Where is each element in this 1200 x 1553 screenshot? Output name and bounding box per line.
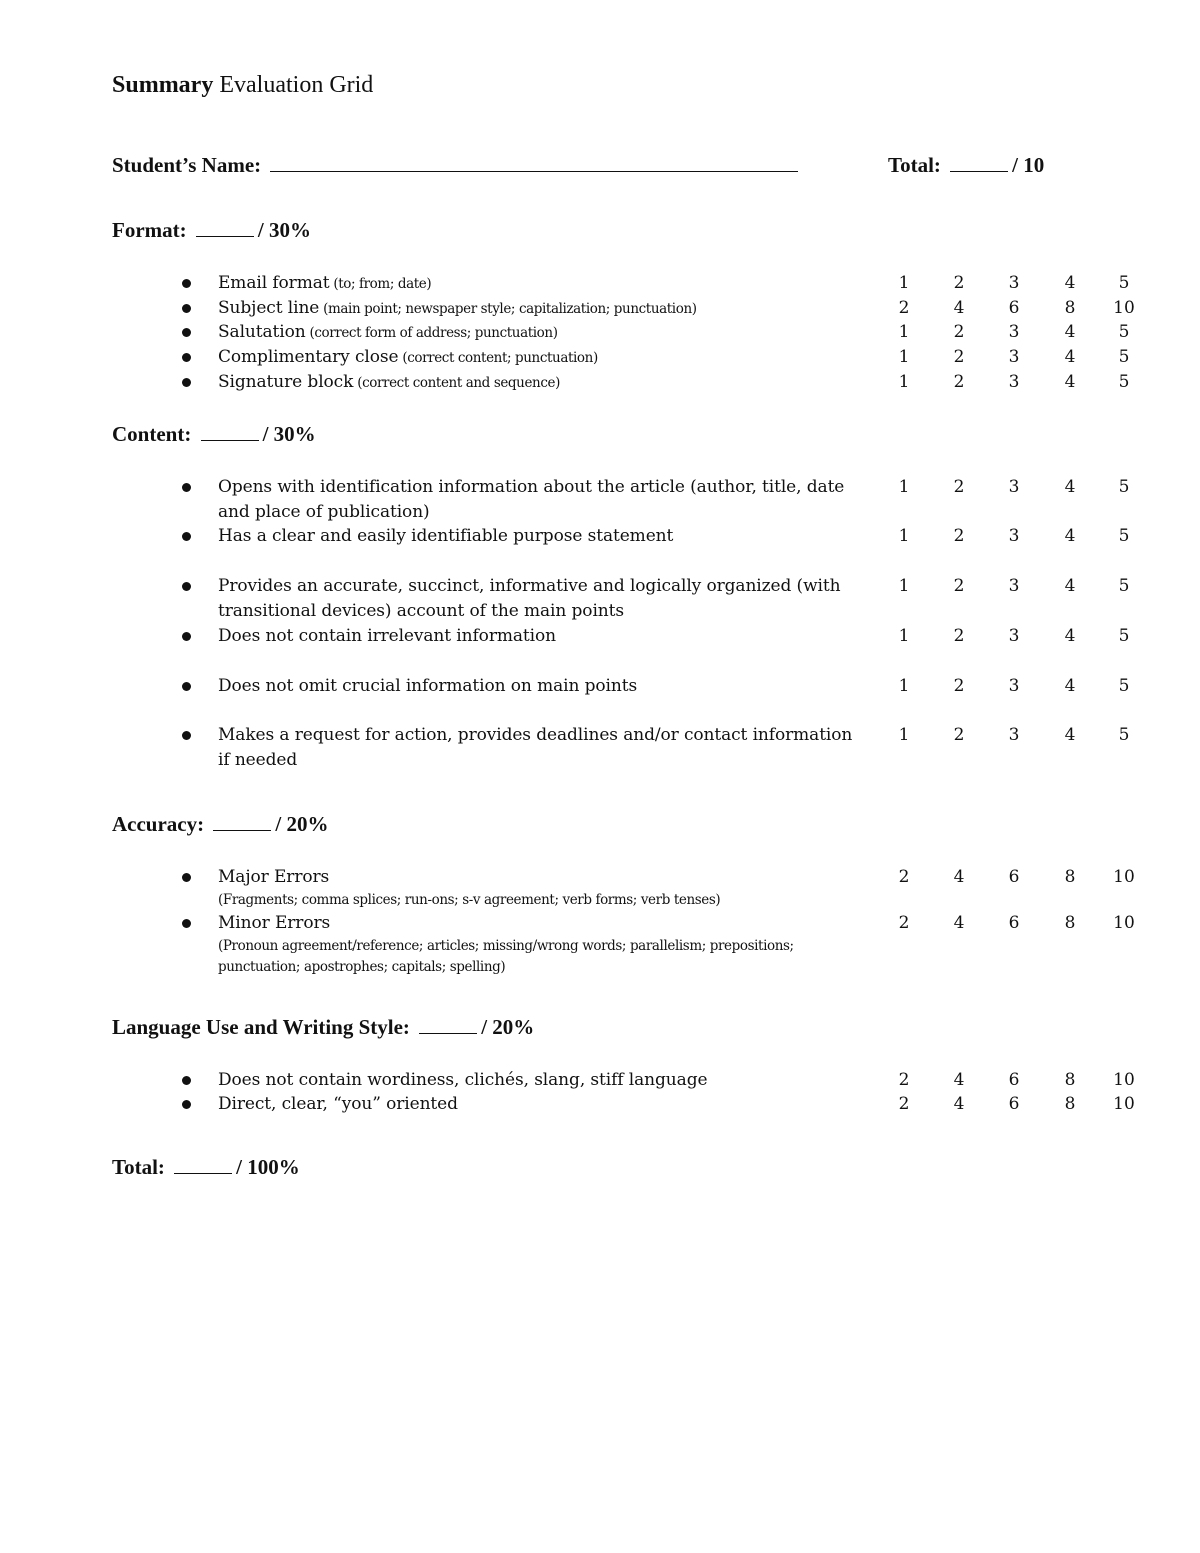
score-option[interactable]: 2 [953, 725, 965, 745]
score-option[interactable]: 3 [1008, 676, 1020, 696]
criterion-content-5 [218, 674, 858, 699]
score-option[interactable]: 2 [953, 576, 965, 596]
score-option[interactable]: 1 [898, 576, 910, 596]
criterion-label: Does not contain irrelevant information [218, 626, 556, 646]
score-option[interactable]: 2 [953, 477, 965, 497]
criterion-note: (main point; newspaper style; capitalization; punctuation) [319, 301, 697, 317]
score-option[interactable]: 6 [1008, 913, 1020, 933]
score-option[interactable]: 6 [1008, 1094, 1020, 1114]
criterion-note: (correct content; punctuation) [398, 350, 598, 366]
score-option[interactable]: 5 [1118, 526, 1130, 546]
grand-total-weight: / 100% [236, 1155, 300, 1179]
student-total-label: Total: [888, 153, 941, 177]
score-option[interactable]: 2 [898, 913, 910, 933]
student-total-blank[interactable] [950, 153, 1008, 172]
score-option[interactable]: 5 [1118, 322, 1130, 342]
score-option[interactable]: 4 [1064, 347, 1076, 367]
bullet-icon [182, 279, 191, 288]
section-heading-text: Accuracy: [112, 812, 205, 836]
score-option[interactable]: 8 [1064, 298, 1076, 318]
bullet-icon [182, 632, 191, 641]
score-option[interactable]: 8 [1064, 1094, 1076, 1114]
score-option[interactable]: 8 [1064, 867, 1076, 887]
section-weight: / 30% [262, 422, 316, 446]
student-name-blank[interactable] [270, 153, 798, 172]
criterion-accuracy-2 [218, 911, 858, 978]
score-option[interactable]: 2 [953, 347, 965, 367]
title-rest: Evaluation Grid [213, 72, 374, 98]
score-option[interactable]: 1 [898, 372, 910, 392]
grand-total [112, 1155, 300, 1180]
score-option[interactable]: 4 [1064, 372, 1076, 392]
criterion-label: Provides an accurate, succinct, informative and logically organized (with transitional devices) account of the main points [218, 576, 841, 621]
score-option[interactable]: 3 [1008, 347, 1020, 367]
score-option[interactable]: 5 [1118, 676, 1130, 696]
score-option[interactable]: 4 [953, 1094, 965, 1114]
section-heading-format [112, 218, 311, 243]
criterion-label: Signature block [218, 372, 354, 392]
score-option[interactable]: 4 [1064, 273, 1076, 293]
score-option[interactable]: 6 [1008, 1070, 1020, 1090]
score-option[interactable]: 6 [1008, 867, 1020, 887]
bullet-icon [182, 353, 191, 362]
criterion-label: Has a clear and easily identifiable purpose statement [218, 526, 674, 546]
score-option[interactable]: 4 [1064, 477, 1076, 497]
score-option[interactable]: 5 [1118, 273, 1130, 293]
score-option[interactable]: 10 [1113, 913, 1135, 933]
score-option[interactable]: 1 [898, 626, 910, 646]
section-weight: / 20% [481, 1015, 535, 1039]
section-weight: / 30% [257, 218, 311, 242]
score-option[interactable]: 2 [898, 1070, 910, 1090]
section-heading-text: Content: [112, 422, 192, 446]
score-option[interactable]: 3 [1008, 725, 1020, 745]
criterion-content-1 [218, 475, 858, 525]
score-option[interactable]: 2 [953, 322, 965, 342]
score-option[interactable]: 3 [1008, 576, 1020, 596]
score-option[interactable]: 3 [1008, 372, 1020, 392]
criterion-label: Subject line [218, 298, 320, 318]
score-option[interactable]: 10 [1113, 298, 1135, 318]
score-option[interactable]: 10 [1113, 867, 1135, 887]
page-title [112, 72, 373, 99]
bullet-icon [182, 873, 191, 882]
criterion-format-2 [218, 296, 858, 322]
criterion-content-2 [218, 524, 858, 549]
score-option[interactable]: 3 [1008, 322, 1020, 342]
score-option[interactable]: 2 [953, 273, 965, 293]
score-option[interactable]: 10 [1113, 1070, 1135, 1090]
section-heading-content [112, 422, 316, 447]
score-option[interactable]: 1 [898, 347, 910, 367]
criterion-format-1 [218, 271, 858, 297]
criterion-format-3 [218, 320, 858, 346]
section-score-blank[interactable] [201, 422, 259, 441]
score-option[interactable]: 3 [1008, 526, 1020, 546]
score-option[interactable]: 2 [953, 626, 965, 646]
bullet-icon [182, 1100, 191, 1109]
score-option[interactable]: 8 [1064, 913, 1076, 933]
bullet-icon [182, 532, 191, 541]
score-option[interactable]: 2 [898, 867, 910, 887]
criterion-language-1 [218, 1068, 858, 1093]
criterion-label: Does not omit crucial information on main points [218, 676, 638, 696]
criterion-subnote: (Pronoun agreement/reference; articles; missing/wrong words; parallelism; prepositions; punctuation; apostrophes; capitals; spelling) [218, 938, 794, 975]
criterion-note: (correct content and sequence) [353, 375, 560, 391]
score-option[interactable]: 2 [953, 372, 965, 392]
student-total [888, 153, 1044, 178]
section-heading-language [112, 1015, 534, 1040]
score-option[interactable]: 1 [898, 725, 910, 745]
criterion-subnote: (Fragments; comma splices; run-ons; s-v agreement; verb forms; verb tenses) [218, 892, 721, 908]
score-option[interactable]: 4 [1064, 676, 1076, 696]
score-option[interactable]: 4 [1064, 576, 1076, 596]
score-option[interactable]: 3 [1008, 273, 1020, 293]
criterion-label: Does not contain wordiness, clichés, slang, stiff language [218, 1070, 708, 1090]
section-score-blank[interactable] [196, 218, 254, 237]
criterion-label: Email format [218, 273, 330, 293]
section-score-blank[interactable] [419, 1015, 477, 1034]
criterion-label: Salutation [218, 322, 306, 342]
criterion-label: Complimentary close [218, 347, 399, 367]
score-option[interactable]: 3 [1008, 477, 1020, 497]
score-option[interactable]: 4 [953, 867, 965, 887]
score-option[interactable]: 4 [1064, 526, 1076, 546]
criterion-format-4 [218, 345, 858, 371]
score-option[interactable]: 1 [898, 322, 910, 342]
criterion-note: (correct form of address; punctuation) [305, 325, 558, 341]
score-option[interactable]: 1 [898, 676, 910, 696]
score-option[interactable]: 4 [953, 1070, 965, 1090]
grand-total-label: Total: [112, 1155, 165, 1179]
criterion-language-2 [218, 1092, 858, 1117]
score-option[interactable]: 1 [898, 477, 910, 497]
section-weight: / 20% [275, 812, 329, 836]
score-option[interactable]: 4 [1064, 322, 1076, 342]
score-option[interactable]: 2 [953, 526, 965, 546]
score-option[interactable]: 2 [953, 676, 965, 696]
score-option[interactable]: 5 [1118, 626, 1130, 646]
bullet-icon [182, 731, 191, 740]
student-name-label-text: Student’s Name: [112, 153, 262, 177]
criterion-label: Makes a request for action, provides deadlines and/or contact information if needed [218, 725, 853, 770]
criterion-label: Opens with identification information about the article (author, title, date and place of publication) [218, 477, 845, 522]
bullet-icon [182, 378, 191, 387]
criterion-label: Minor Errors [218, 913, 331, 933]
title-bold: Summary [112, 72, 214, 98]
score-option[interactable]: 6 [1008, 298, 1020, 318]
score-option[interactable]: 2 [898, 1094, 910, 1114]
criterion-format-5 [218, 370, 858, 396]
score-option[interactable]: 2 [898, 298, 910, 318]
section-score-blank[interactable] [213, 812, 271, 831]
student-name-label [112, 153, 802, 178]
score-option[interactable]: 1 [898, 273, 910, 293]
bullet-icon [182, 682, 191, 691]
score-option[interactable]: 1 [898, 526, 910, 546]
criterion-note: (to; from; date) [329, 276, 432, 292]
score-option[interactable]: 5 [1118, 477, 1130, 497]
score-option[interactable]: 5 [1118, 725, 1130, 745]
bullet-icon [182, 1076, 191, 1085]
score-option[interactable]: 5 [1118, 576, 1130, 596]
student-total-max: / 10 [1012, 153, 1045, 177]
section-heading-text: Language Use and Writing Style: [112, 1015, 410, 1039]
bullet-icon [182, 582, 191, 591]
score-option[interactable]: 4 [1064, 725, 1076, 745]
criterion-content-3 [218, 574, 858, 624]
score-option[interactable]: 4 [953, 298, 965, 318]
score-option[interactable]: 5 [1118, 347, 1130, 367]
grand-total-blank[interactable] [174, 1155, 232, 1174]
bullet-icon [182, 328, 191, 337]
criterion-label: Direct, clear, “you” oriented [218, 1094, 458, 1114]
score-option[interactable]: 4 [1064, 626, 1076, 646]
bullet-icon [182, 304, 191, 313]
score-option[interactable]: 10 [1113, 1094, 1135, 1114]
criterion-label: Major Errors [218, 867, 330, 887]
criterion-content-4 [218, 624, 858, 649]
score-option[interactable]: 5 [1118, 372, 1130, 392]
bullet-icon [182, 919, 191, 928]
section-heading-text: Format: [112, 218, 187, 242]
score-option[interactable]: 4 [953, 913, 965, 933]
section-heading-accuracy [112, 812, 328, 837]
bullet-icon [182, 483, 191, 492]
criterion-accuracy-1 [218, 865, 858, 911]
score-option[interactable]: 3 [1008, 626, 1020, 646]
score-option[interactable]: 8 [1064, 1070, 1076, 1090]
criterion-content-6 [218, 723, 858, 773]
